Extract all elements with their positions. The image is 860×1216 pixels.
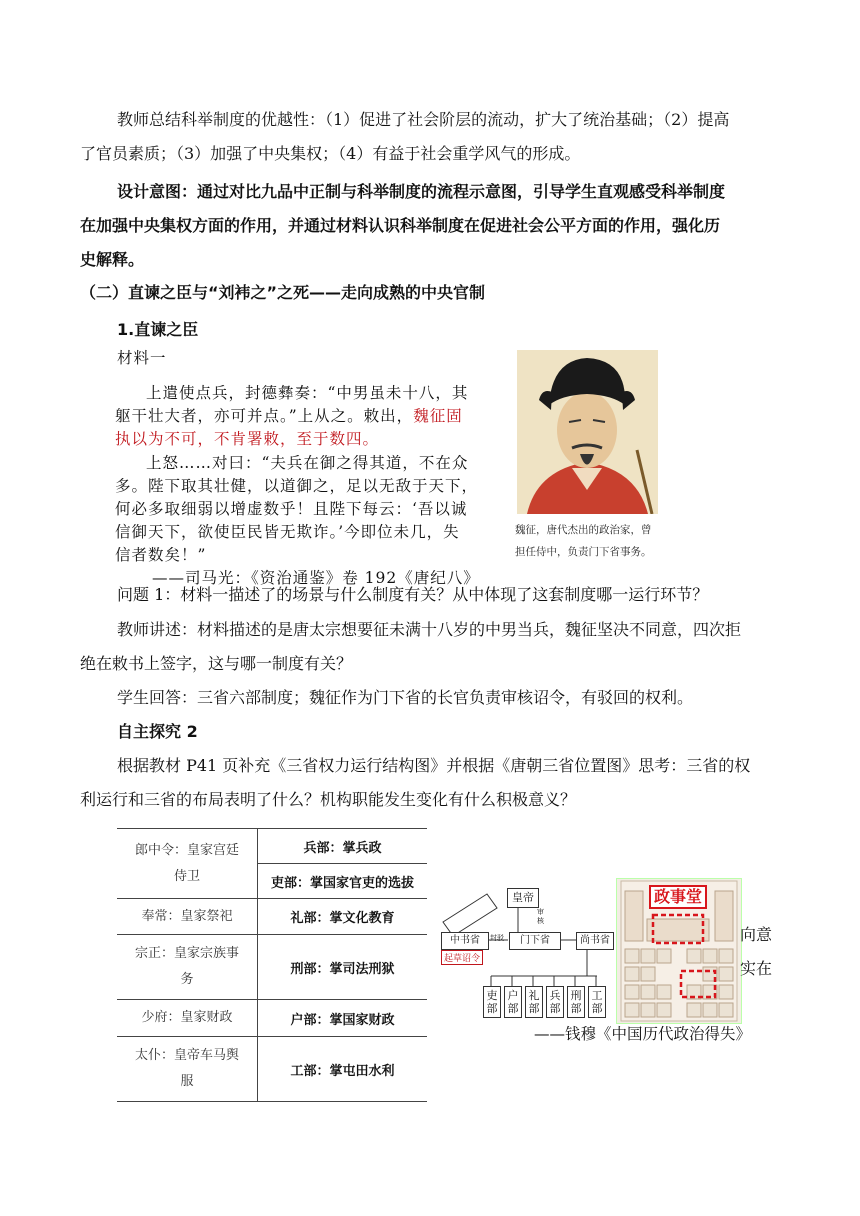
summary-line-1: 教师总结科举制度的优越性：（1）促进了社会阶层的流动，扩大了统治基础；（2）提高 (117, 110, 730, 129)
material-line: 多。陛下取其壮健，以道御之，足以无敌于天下， (115, 477, 479, 495)
explore-line-1: 根据教材 P41 页补充《三省权力运行结构图》并根据《唐朝三省位置图》思考：三省的权 (117, 756, 751, 775)
material-label: 材料一 (117, 349, 167, 367)
explore-line-2: 利运行和三省的布局表明了什么？机构职能发生变化有什么积极意义？ (80, 790, 577, 809)
table-cell: 礼部：掌文化教育 (258, 899, 428, 935)
portrait-image (517, 350, 658, 514)
design-intent-line-2: 在加强中央集权方面的作用，并通过材料认识科举制度在促进社会公平方面的作用，强化历 (80, 216, 721, 235)
ministry-box: 兵部 (546, 986, 564, 1018)
reject-label: 封驳 (490, 934, 504, 942)
draft-label: 起草诏令 (441, 950, 483, 965)
table-cell: 少府：皇家财政 (117, 1000, 258, 1037)
ministry-box: 刑部 (567, 986, 585, 1018)
table-cell: 吏部：掌国家官吏的选拔 (258, 864, 428, 899)
table-cell: 工部：掌屯田水利 (258, 1037, 428, 1102)
portrait-caption: 魏征，唐代杰出的政治家，曾 担任侍中，负责门下省事务。 (515, 524, 652, 558)
material-line: 上遣使点兵，封德彝奏：“中男虽未十八，其 (146, 384, 469, 402)
student-answer: 学生回答：三省六部制度；魏征作为门下省的长官负责审核诏令，有驳回的权利。 (117, 688, 694, 707)
material-highlight: 魏征固 (413, 407, 463, 425)
teacher-line-2: 绝在敕书上签字，这与哪一制度有关？ (80, 654, 353, 673)
qian-source: ——钱穆《中国历代政治得失》 (534, 1025, 752, 1043)
summary-line-2: 了官员素质；（3）加强了中央集权；（4）有益于社会重学风气的形成。 (80, 144, 581, 163)
section-title: （二）直谏之臣与“刘袆之”之死——走向成熟的中央官制 (80, 283, 486, 302)
menxia-box: 门下省 (509, 932, 561, 950)
ministry-box: 工部 (588, 986, 606, 1018)
ministry-box: 户部 (504, 986, 522, 1018)
table-cell: 刑部：掌司法刑狱 (258, 935, 428, 1000)
material-highlight: 执以为不可，不肯署敕，至于数四。 (115, 430, 380, 448)
material-line: 上怒……对曰：“夫兵在御之得其道，不在众 (146, 454, 469, 472)
palace-map (616, 878, 742, 1024)
material-line: 信者数矣！” (115, 546, 207, 564)
teacher-line-1: 教师讲述：材料描述的是唐太宗想要征未满十八岁的中男当兵，魏征坚决不同意，四次拒 (117, 620, 742, 639)
table-cell: 太仆：皇帝车马舆 服 (117, 1037, 258, 1102)
material-line: 信御天下，欲使臣民皆无欺诈。’今即位未几，失 (115, 523, 460, 541)
explore-title: 自主探究 2 (117, 722, 198, 741)
side-text: 向意 实在 (740, 925, 773, 978)
review-label: 审核 (537, 908, 544, 925)
officials-table (117, 828, 427, 1102)
zhongshu-box: 中书省 (441, 932, 489, 950)
table-cell: 奉常：皇家祭祀 (117, 899, 258, 935)
design-intent-line-1: 设计意图：通过对比九品中正制与科举制度的流程示意图，引导学生直观感受科举制度 (117, 182, 726, 201)
table-cell: 郎中令：皇家宫廷 侍卫 (117, 829, 258, 899)
design-intent-line-3: 史解释。 (80, 250, 145, 269)
shangshu-box: 尚书省 (576, 932, 614, 950)
table-cell: 兵部：掌兵政 (258, 829, 428, 864)
material-line: 躯干壮大者，亦可并点。”上从之。敕出， (115, 407, 414, 425)
map-title: 政事堂 (649, 885, 707, 909)
three-departments-diagram (437, 880, 612, 1028)
table-cell: 户部：掌国家财政 (258, 1000, 428, 1037)
subsection-title: 1.直谏之臣 (117, 320, 199, 339)
emperor-box: 皇帝 (507, 888, 539, 908)
table-cell: 宗正：皇家宗族事 务 (117, 935, 258, 1000)
ministry-box: 礼部 (525, 986, 543, 1018)
material-source: ——司马光：《资治通鉴》卷 192《唐纪八》 (152, 569, 480, 587)
material-line: 何必多取细弱以增虚数乎！且陛下每云：‘吾以诚 (115, 500, 468, 518)
ministry-box: 吏部 (483, 986, 501, 1018)
question-1: 问题 1：材料一描述了的场景与什么制度有关？从中体现了这套制度哪一运行环节？ (117, 585, 709, 604)
